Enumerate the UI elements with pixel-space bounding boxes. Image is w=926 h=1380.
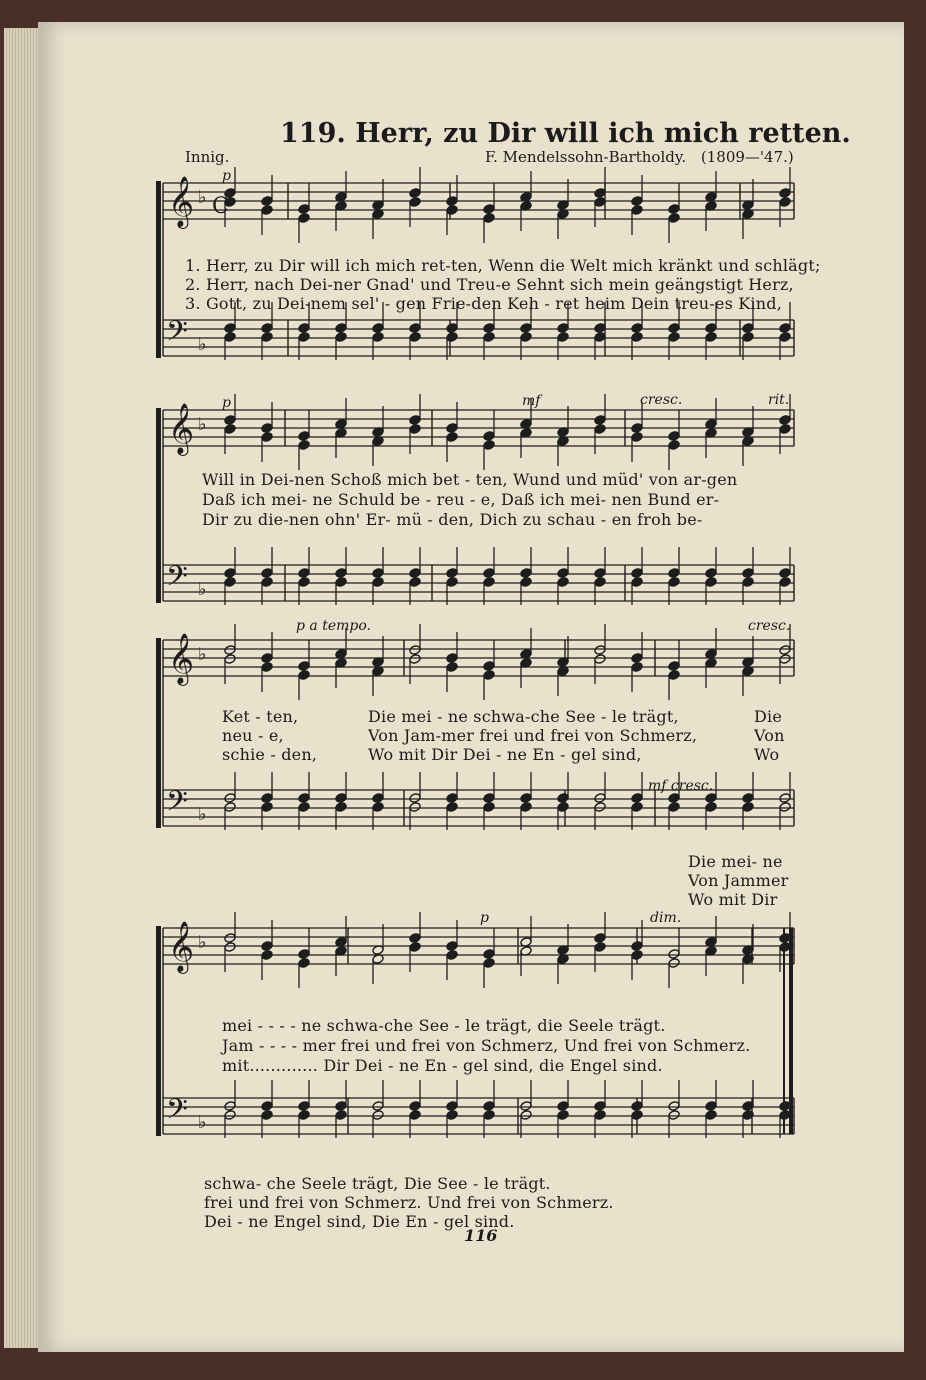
note-head bbox=[224, 424, 236, 435]
note-head bbox=[557, 323, 569, 334]
note-head bbox=[705, 1101, 717, 1112]
note-head bbox=[520, 568, 532, 579]
note-head bbox=[335, 332, 347, 343]
note-head bbox=[483, 440, 495, 451]
lyric-line: frei und frei von Schmerz. Und frei von Schmerz. bbox=[204, 1193, 614, 1212]
note-head bbox=[298, 670, 310, 681]
system-bracket bbox=[156, 181, 161, 358]
note-head bbox=[668, 958, 680, 969]
flat-sign-icon: ♭ bbox=[198, 187, 207, 208]
flat-sign-icon: ♭ bbox=[198, 414, 207, 435]
note-head bbox=[483, 213, 495, 224]
note-head bbox=[668, 1110, 680, 1121]
note-head bbox=[668, 670, 680, 681]
dynamic-marking: p bbox=[222, 168, 231, 184]
note-head bbox=[557, 332, 569, 343]
note-head bbox=[779, 654, 791, 665]
treble-clef-icon: 𝄞 bbox=[168, 921, 195, 972]
note-head bbox=[668, 577, 680, 588]
note-head bbox=[594, 802, 606, 813]
note-head bbox=[261, 950, 273, 961]
note-head bbox=[483, 958, 495, 969]
dynamic-marking: p bbox=[222, 395, 231, 411]
note-head bbox=[298, 213, 310, 224]
note-head bbox=[779, 332, 791, 343]
note-head bbox=[298, 577, 310, 588]
note-head bbox=[483, 670, 495, 681]
note-head bbox=[298, 661, 310, 672]
note-head bbox=[261, 568, 273, 579]
lyric-line: 3. Gott, zu Dei-nem sel' - gen Frie-den Keh - ret heim Dein treu-es Kind, bbox=[185, 294, 782, 313]
lyric-line: neu - e, bbox=[222, 726, 284, 745]
bass-clef-icon: 𝄢 bbox=[166, 560, 188, 600]
note-head bbox=[483, 1101, 495, 1112]
note-head bbox=[631, 653, 643, 664]
note-head bbox=[261, 941, 273, 952]
time-signature: C bbox=[212, 194, 229, 219]
note-head bbox=[446, 568, 458, 579]
note-head bbox=[372, 577, 384, 588]
lyric-line: mit............. Dir Dei - ne En - gel sind, die Engel sind. bbox=[222, 1056, 663, 1075]
note-head bbox=[779, 323, 791, 334]
note-head bbox=[631, 196, 643, 207]
lyric-line: Daß ich mei- ne Schuld be - reu - e, Daß ich mei- nen Bund er- bbox=[202, 490, 720, 509]
note-head bbox=[409, 323, 421, 334]
flat-sign-icon: ♭ bbox=[198, 804, 207, 825]
lyric-line: 1. Herr, zu Dir will ich mich ret-ten, Wenn die Welt mich kränkt und schlägt; bbox=[185, 256, 821, 275]
note-head bbox=[483, 431, 495, 442]
note-head bbox=[483, 949, 495, 960]
note-head bbox=[668, 332, 680, 343]
note-head bbox=[409, 802, 421, 813]
note-head bbox=[668, 802, 680, 813]
note-head bbox=[335, 1110, 347, 1121]
note-head bbox=[705, 1110, 717, 1121]
note-head bbox=[224, 332, 236, 343]
note-head bbox=[446, 332, 458, 343]
lyric-line: Jam - - - - mer frei und frei von Schmerz, Und frei von Schmerz. bbox=[222, 1036, 751, 1055]
note-head bbox=[446, 802, 458, 813]
note-head bbox=[224, 802, 236, 813]
note-head bbox=[779, 568, 791, 579]
lyric-line: 2. Herr, nach Dei-ner Gnad' und Treu-e Sehnt sich mein geängstigt Herz, bbox=[185, 275, 794, 294]
note-head bbox=[446, 1101, 458, 1112]
note-head bbox=[520, 577, 532, 588]
note-head bbox=[298, 958, 310, 969]
dynamic-marking: rit. bbox=[768, 392, 790, 408]
note-head bbox=[372, 568, 384, 579]
note-head bbox=[298, 1101, 310, 1112]
note-head bbox=[224, 1101, 236, 1112]
note-head bbox=[557, 1101, 569, 1112]
note-head bbox=[298, 332, 310, 343]
note-head bbox=[335, 793, 347, 804]
note-head bbox=[779, 415, 791, 426]
note-head bbox=[594, 415, 606, 426]
note-head bbox=[631, 1110, 643, 1121]
note-head bbox=[557, 793, 569, 804]
note-head bbox=[557, 577, 569, 588]
note-head bbox=[446, 205, 458, 216]
flat-sign-icon: ♭ bbox=[198, 644, 207, 665]
lyric-line: Von Jammer bbox=[688, 871, 789, 890]
note-head bbox=[261, 653, 273, 664]
note-head bbox=[483, 802, 495, 813]
note-head bbox=[372, 332, 384, 343]
note-head bbox=[594, 942, 606, 953]
lyric-line: Dir zu die-nen ohn' Er- mü - den, Dich zu schau - en froh be- bbox=[202, 510, 703, 529]
note-head bbox=[668, 949, 680, 960]
note-head bbox=[631, 568, 643, 579]
note-head bbox=[742, 332, 754, 343]
treble-clef-icon: 𝄞 bbox=[168, 176, 195, 227]
page-number: 116 bbox=[464, 1226, 498, 1245]
note-head bbox=[298, 204, 310, 215]
flat-sign-icon: ♭ bbox=[198, 932, 207, 953]
note-head bbox=[446, 662, 458, 673]
note-head bbox=[261, 662, 273, 673]
note-head bbox=[261, 802, 273, 813]
lyric-line: Wo mit Dir bbox=[688, 890, 778, 909]
hymn-title: 119. Herr, zu Dir will ich mich retten. bbox=[280, 118, 851, 149]
note-head bbox=[446, 323, 458, 334]
note-head bbox=[668, 440, 680, 451]
note-head bbox=[261, 577, 273, 588]
bass-clef-icon: 𝄢 bbox=[166, 315, 188, 355]
note-head bbox=[298, 793, 310, 804]
note-head bbox=[298, 323, 310, 334]
note-head bbox=[742, 323, 754, 334]
note-head bbox=[631, 793, 643, 804]
note-head bbox=[224, 577, 236, 588]
note-head bbox=[631, 432, 643, 443]
note-head bbox=[298, 568, 310, 579]
note-head bbox=[742, 568, 754, 579]
note-head bbox=[483, 577, 495, 588]
note-head bbox=[261, 205, 273, 216]
note-head bbox=[483, 568, 495, 579]
lyric-line: schie - den, bbox=[222, 745, 318, 764]
note-head bbox=[483, 793, 495, 804]
note-head bbox=[742, 802, 754, 813]
note-head bbox=[483, 661, 495, 672]
note-head bbox=[668, 204, 680, 215]
note-head bbox=[631, 1101, 643, 1112]
note-head bbox=[705, 577, 717, 588]
note-head bbox=[261, 793, 273, 804]
note-head bbox=[705, 332, 717, 343]
note-head bbox=[372, 323, 384, 334]
note-head bbox=[335, 323, 347, 334]
note-head bbox=[631, 423, 643, 434]
note-head bbox=[742, 577, 754, 588]
dynamic-marking: p a tempo. bbox=[296, 618, 371, 634]
note-head bbox=[298, 431, 310, 442]
note-head bbox=[594, 645, 606, 656]
note-head bbox=[409, 654, 421, 665]
note-head bbox=[520, 1110, 532, 1121]
lyric-line: Dei - ne Engel sind, Die En - gel sind. bbox=[204, 1212, 515, 1231]
note-head bbox=[594, 424, 606, 435]
tempo-marking: Innig. bbox=[185, 148, 230, 166]
note-head bbox=[409, 568, 421, 579]
note-head bbox=[631, 950, 643, 961]
note-head bbox=[409, 933, 421, 944]
note-head bbox=[557, 802, 569, 813]
note-head bbox=[594, 577, 606, 588]
bass-clef-icon: 𝄢 bbox=[166, 785, 188, 825]
note-head bbox=[224, 654, 236, 665]
note-head bbox=[409, 415, 421, 426]
note-head bbox=[335, 1101, 347, 1112]
note-head bbox=[557, 1110, 569, 1121]
note-head bbox=[372, 1101, 384, 1112]
note-head bbox=[224, 933, 236, 944]
lyric-line: Will in Dei-nen Schoß mich bet - ten, Wund und müd' von ar-gen bbox=[202, 470, 738, 489]
note-head bbox=[261, 323, 273, 334]
note-head bbox=[372, 1110, 384, 1121]
note-head bbox=[335, 802, 347, 813]
treble-clef-icon: 𝄞 bbox=[168, 403, 195, 454]
note-head bbox=[705, 568, 717, 579]
note-head bbox=[409, 188, 421, 199]
note-head bbox=[779, 645, 791, 656]
note-head bbox=[446, 423, 458, 434]
system-bracket bbox=[156, 638, 161, 828]
system-bracket bbox=[156, 926, 161, 1136]
dynamic-marking: cresc. bbox=[640, 392, 683, 408]
note-head bbox=[261, 332, 273, 343]
note-head bbox=[372, 793, 384, 804]
note-head bbox=[779, 802, 791, 813]
note-head bbox=[631, 323, 643, 334]
note-head bbox=[224, 645, 236, 656]
note-head bbox=[409, 577, 421, 588]
dynamic-marking: p bbox=[480, 910, 489, 926]
note-head bbox=[594, 1101, 606, 1112]
note-head bbox=[520, 1101, 532, 1112]
note-head bbox=[779, 197, 791, 208]
lyric-line: Die mei - ne schwa-che See - le trägt, bbox=[368, 707, 679, 726]
note-head bbox=[631, 332, 643, 343]
dynamic-marking: cresc. bbox=[748, 618, 791, 634]
note-head bbox=[261, 432, 273, 443]
note-head bbox=[631, 802, 643, 813]
note-head bbox=[409, 424, 421, 435]
note-head bbox=[372, 802, 384, 813]
note-head bbox=[409, 332, 421, 343]
note-head bbox=[409, 942, 421, 953]
dynamic-marking: dim. bbox=[650, 910, 682, 926]
note-head bbox=[594, 793, 606, 804]
note-head bbox=[483, 332, 495, 343]
note-head bbox=[779, 577, 791, 588]
note-head bbox=[779, 793, 791, 804]
note-head bbox=[631, 662, 643, 673]
note-head bbox=[668, 323, 680, 334]
note-head bbox=[705, 323, 717, 334]
note-head bbox=[446, 432, 458, 443]
note-head bbox=[446, 941, 458, 952]
note-head bbox=[668, 431, 680, 442]
note-head bbox=[668, 1101, 680, 1112]
note-head bbox=[594, 568, 606, 579]
note-head bbox=[631, 941, 643, 952]
note-head bbox=[668, 793, 680, 804]
note-head bbox=[705, 793, 717, 804]
note-head bbox=[668, 213, 680, 224]
note-head bbox=[594, 654, 606, 665]
note-head bbox=[409, 197, 421, 208]
lyric-line: Von Jam-mer frei und frei von Schmerz, bbox=[368, 726, 698, 745]
lyric-line: schwa- che Seele trägt, Die See - le trägt. bbox=[204, 1174, 551, 1193]
note-head bbox=[224, 793, 236, 804]
note-head bbox=[483, 323, 495, 334]
note-head bbox=[483, 1110, 495, 1121]
lyric-line: mei - - - - ne schwa-che See - le trägt, die Seele trägt. bbox=[222, 1016, 666, 1035]
note-head bbox=[409, 1101, 421, 1112]
note-head bbox=[261, 1110, 273, 1121]
flat-sign-icon: ♭ bbox=[198, 334, 207, 355]
note-head bbox=[668, 568, 680, 579]
note-head bbox=[224, 323, 236, 334]
treble-clef-icon: 𝄞 bbox=[168, 633, 195, 684]
note-head bbox=[409, 793, 421, 804]
note-head bbox=[483, 204, 495, 215]
note-head bbox=[742, 793, 754, 804]
note-head bbox=[520, 323, 532, 334]
note-head bbox=[335, 577, 347, 588]
note-head bbox=[668, 661, 680, 672]
lyric-line: Die bbox=[754, 707, 783, 726]
note-head bbox=[557, 568, 569, 579]
note-head bbox=[446, 1110, 458, 1121]
note-head bbox=[594, 933, 606, 944]
note-head bbox=[446, 577, 458, 588]
lyric-line: Ket - ten, bbox=[222, 707, 299, 726]
note-head bbox=[594, 1110, 606, 1121]
note-head bbox=[631, 205, 643, 216]
lyric-line: Die mei- ne bbox=[688, 852, 783, 871]
note-head bbox=[446, 950, 458, 961]
note-head bbox=[446, 793, 458, 804]
note-head bbox=[261, 1101, 273, 1112]
note-head bbox=[520, 793, 532, 804]
lyric-line: Wo mit Dir Dei - ne En - gel sind, bbox=[368, 745, 642, 764]
note-head bbox=[409, 645, 421, 656]
note-head bbox=[261, 196, 273, 207]
system-bracket bbox=[156, 408, 161, 603]
note-head bbox=[520, 802, 532, 813]
note-head bbox=[335, 568, 347, 579]
bass-clef-icon: 𝄢 bbox=[166, 1093, 188, 1133]
composer-credit bbox=[485, 148, 794, 166]
composer-name: F. Mendelssohn-Bartholdy. bbox=[485, 148, 687, 166]
note-head bbox=[631, 577, 643, 588]
dynamic-marking: mf cresc. bbox=[648, 778, 714, 794]
note-head bbox=[705, 802, 717, 813]
note-head bbox=[298, 1110, 310, 1121]
note-head bbox=[224, 415, 236, 426]
note-head bbox=[261, 423, 273, 434]
dynamic-marking: mf bbox=[522, 393, 541, 409]
flat-sign-icon: ♭ bbox=[198, 1112, 207, 1133]
note-head bbox=[446, 196, 458, 207]
flat-sign-icon: ♭ bbox=[198, 579, 207, 600]
note-head bbox=[409, 1110, 421, 1121]
note-head bbox=[520, 332, 532, 343]
note-head bbox=[298, 949, 310, 960]
composer-dates: (1809—'47.) bbox=[700, 148, 794, 166]
note-head bbox=[779, 424, 791, 435]
note-head bbox=[224, 942, 236, 953]
note-head bbox=[779, 188, 791, 199]
note-head bbox=[224, 1110, 236, 1121]
note-head bbox=[298, 440, 310, 451]
note-head bbox=[446, 653, 458, 664]
lyric-line: Von bbox=[754, 726, 785, 745]
note-head bbox=[298, 802, 310, 813]
note-head bbox=[224, 568, 236, 579]
lyric-line: Wo bbox=[754, 745, 780, 764]
